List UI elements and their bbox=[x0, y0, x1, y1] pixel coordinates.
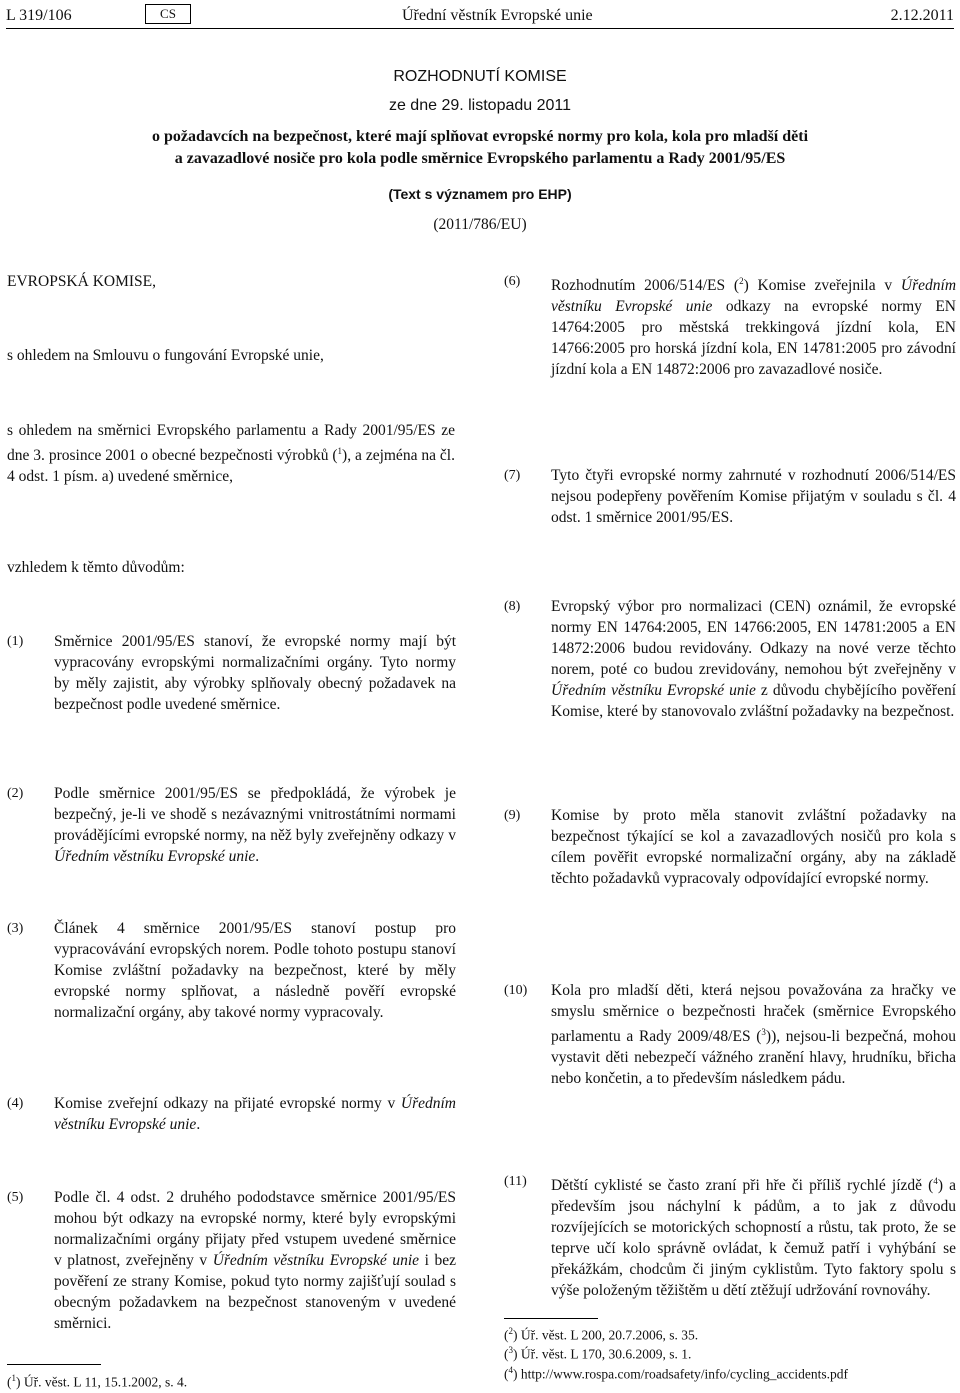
footnote-ref-3[interactable]: 3 bbox=[761, 1027, 766, 1037]
footnote-ref-4[interactable]: 4 bbox=[933, 1176, 938, 1186]
footnote-ref-1[interactable]: 1 bbox=[337, 446, 343, 456]
recital-9: Komise by proto měla stanovit zvláštní požadavky na bezpečnost týkající se kol a zavazadlových nosičů pro kola s cílem pověřit evropské normalizační orgány, aby na základě těchto požadavků vypracovaly odpovídající evropské normy. bbox=[551, 807, 956, 887]
recital-number: (11) bbox=[504, 1174, 527, 1189]
recital-number: (2) bbox=[7, 786, 24, 801]
recital-4: Komise zveřejní odkazy na přijaté evropské normy v Úředním věstníku Evropské unie. bbox=[54, 1095, 456, 1133]
preamble-directive: s ohledem na směrnici Evropského parlamentu a Rady 2001/95/ES ze dne 3. prosince 2001 o obecné bezpečnosti výrobků ($^1$), a zejména na čl. 4 odst. 1 písm. a) uvedené směrnice, bbox=[7, 422, 455, 486]
document-reference: (2011/786/EU) bbox=[433, 216, 527, 233]
recital-number: (6) bbox=[504, 274, 521, 289]
document-date: ze dne 29. listopadu 2011 bbox=[388, 97, 572, 114]
footnote-2: ($^2$) Úř. věst. L 200, 20.7.2006, s. 35. bbox=[504, 1326, 699, 1343]
title-line-2: a zavazadlové nosiče pro kola podle směrnice Evropského parlamentu a Rady 2001/95/ES bbox=[174, 150, 786, 167]
recital-number: (4) bbox=[7, 1096, 24, 1111]
recital-5: Podle čl. 4 odst. 2 druhého pododstavce směrnice 2001/95/ES mohou být odkazy na evropské normy, které byly evropskými normalizačními orgány přijaty před vstupem uvedené směrnice v platnost, zveřejněny v Úředním věstníku Evropské unie i bez pověření ze strany Komise, pokud tyto normy zajišťují soulad s obecným požadavkem na bezpečnost stanoveným v uvedené směrnici. bbox=[54, 1189, 456, 1332]
recital-8: Evropský výbor pro normalizaci (CEN) oznámil, že evropské normy EN 14764:2005, EN 14766:2005, EN 14781:2005 a EN 14872:2006 budou revidovány. Odkazy na nové verze těchto norem, poté co budou zrevidovány, nemohou být zveřejněny v Úředním věstníku Evropské unie z důvodu chybějícího pověření Komise, které by stanovovalo zvláštní požadavky na bezpečnost. bbox=[551, 598, 957, 720]
document-title bbox=[0, 126, 960, 170]
preamble-treaty: s ohledem na Smlouvu o fungování Evropské unie, bbox=[7, 347, 324, 364]
preamble-commission: EVROPSKÁ KOMISE, bbox=[7, 273, 156, 290]
recital-1: Směrnice 2001/95/ES stanoví, že evropské normy mají být vypracovány evropskými normalizačními orgány. Tyto normy by měly zajistit, aby výrobky splňovaly obecný požadavek na bezpečnost podle uvedené směrnice. bbox=[54, 633, 456, 713]
recital-2: Podle směrnice 2001/95/ES se předpokládá, že výrobek je bezpečný, je-li ve shodě s nezávaznými vnitrostátními normami provádějícími evropské normy, na něž byly zveřejněny odkazy v Úředním věstníku Evropské unie. bbox=[54, 785, 456, 865]
recital-6: Rozhodnutím 2006/514/ES ($^2$) Komise zveřejnila v Úředním věstníku Evropské unie odkazy na evropské normy EN 14764:2005 pro městská trekkingová jízdní kola, EN 14766:2005 pro horská jízdní kola, EN 14781:2005 pro závodní jízdní kola a EN 14872:2006 pro zavazadlové nosiče. bbox=[551, 276, 957, 379]
journal-title: Úřední věstník Evropské unie bbox=[402, 7, 593, 24]
recital-3: Článek 4 směrnice 2001/95/ES stanoví postup pro vypracovávání evropských norem. Podle tohoto postupu stanoví Komise zvláštní požadavky na bezpečnost, které by měly evropské normy splňovat, a následně pověří evropské normalizační orgány, aby takové normy vypracovaly. bbox=[54, 920, 456, 1021]
language-badge: CS bbox=[145, 4, 191, 24]
journal-header bbox=[6, 4, 954, 29]
footnote-separator bbox=[7, 1364, 101, 1365]
footnote-1: ($^1$) Úř. věst. L 11, 15.1.2002, s. 4. bbox=[7, 1373, 188, 1390]
document-kind: ROZHODNUTÍ KOMISE bbox=[393, 68, 567, 85]
recital-10: Kola pro mladší děti, která nejsou považována za hračky ve smyslu směrnice o bezpečnosti hraček (směrnice Evropského parlamentu a Rady 2009/48/ES ($^3$)), nejsou-li bezpečná, mohou vystavit děti nebezpečí vážného zranění hlavy, hrudníku, břicha nebo končetin, a to především následkem pádu. bbox=[551, 982, 956, 1088]
recital-number: (1) bbox=[7, 634, 24, 649]
recital-number: (3) bbox=[7, 921, 24, 936]
preamble-whereas: vzhledem k těmto důvodům: bbox=[7, 559, 185, 576]
issue-date: 2.12.2011 bbox=[890, 7, 954, 24]
footnote-link[interactable]: http://www.rospa.com/roadsafety/info/cycling_accidents.pdf bbox=[520, 1366, 849, 1382]
recital-number: (5) bbox=[7, 1190, 24, 1205]
footnote-separator bbox=[504, 1318, 598, 1319]
footnote-ref-2[interactable]: 2 bbox=[739, 276, 744, 286]
page-number: L 319/106 bbox=[6, 7, 72, 24]
recital-number: (8) bbox=[504, 599, 521, 614]
footnote-4: ($^4$) http://www.rospa.com/roadsafety/info/cycling_accidents.pdf bbox=[504, 1365, 849, 1382]
recital-number: (9) bbox=[504, 808, 521, 823]
footnote-3: ($^3$) Úř. věst. L 170, 30.6.2009, s. 1. bbox=[504, 1345, 692, 1362]
recital-7: Tyto čtyři evropské normy zahrnuté v rozhodnutí 2006/514/ES nejsou podepřeny pověřením Komise přijatým v souladu s čl. 4 odst. 1 směrnice 2001/95/ES. bbox=[551, 467, 956, 526]
recital-number: (10) bbox=[504, 983, 528, 998]
recital-11: Dětští cyklisté se často zraní při hře či příliš rychlé jízdě ($^4$) a především jsou náchylní k pádům, a to jak z důvodu rozvíjejících se motorických schopností a růstu, tak proto, že se teprve učí kolo správně ovládat, k čemuž patří i vyhýbání se překážkám, chodcům či jiným cyklistům. Tyto faktory spolu s výše položeným těžištěm u dětí ztěžují udržování rovnováhy. bbox=[551, 1176, 957, 1300]
title-line-1: o požadavcích na bezpečnost, které mají splňovat evropské normy pro kola, kola pro mladší děti bbox=[151, 128, 809, 145]
eea-relevance: (Text s významem pro EHP) bbox=[388, 186, 572, 202]
recital-number: (7) bbox=[504, 468, 521, 483]
